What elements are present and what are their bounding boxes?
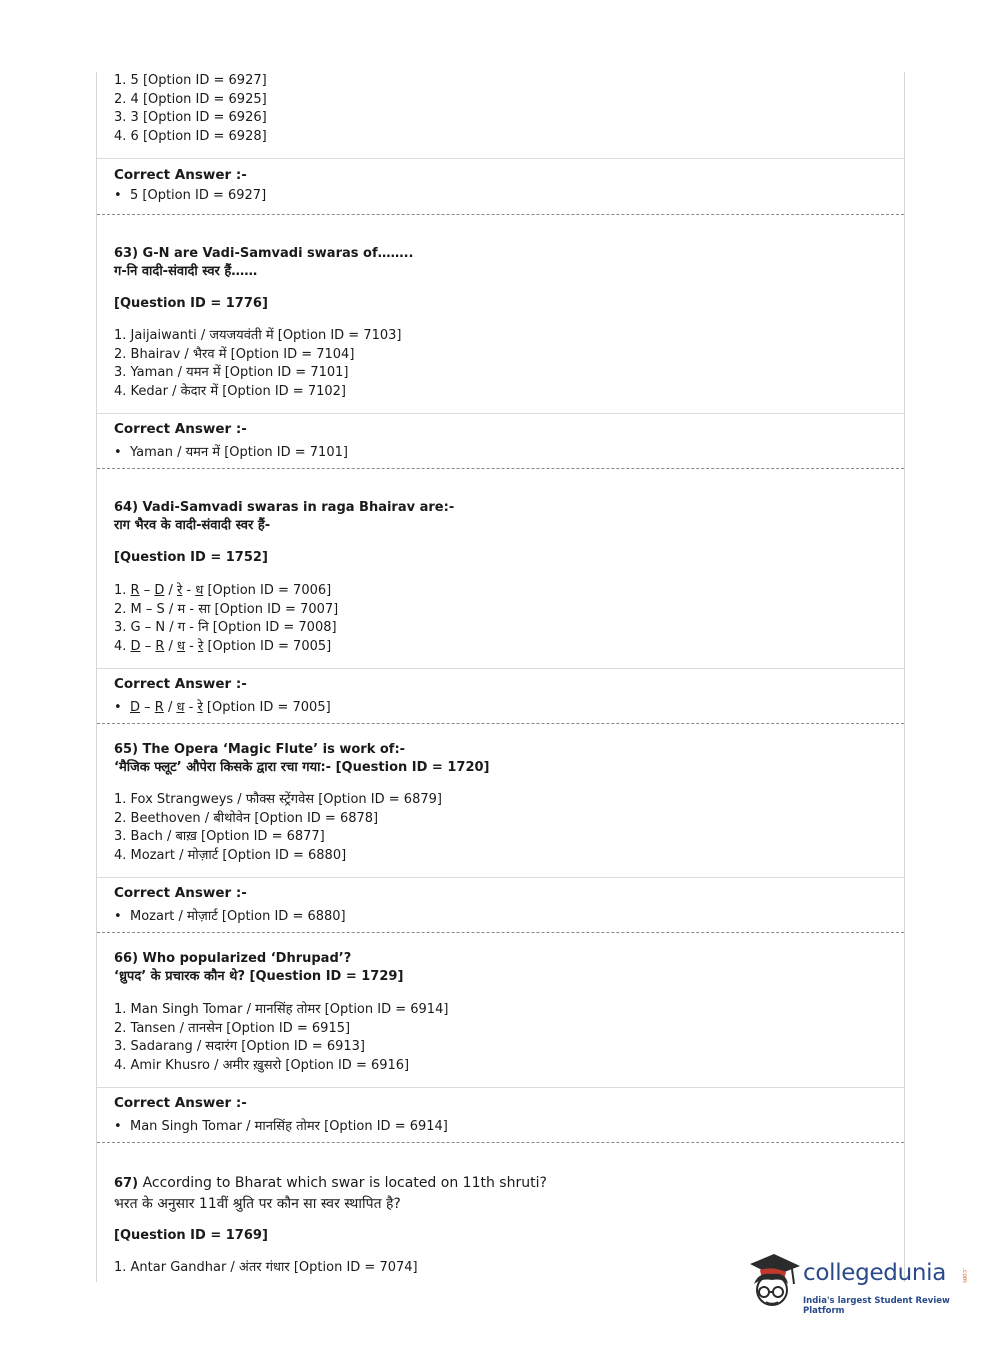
option: 1. Antar Gandhar / अंतर गंधार [Option ID = 7074]: [114, 1260, 418, 1275]
correct-answer-label: Correct Answer :-: [114, 676, 247, 692]
option: 1. R – D / रे - ध [Option ID = 7006]: [114, 583, 332, 598]
divider: [97, 413, 904, 414]
option: 1. Jaijaiwanti / जयजयवंती में [Option ID = 7103]: [114, 328, 402, 343]
option: 2. Beethoven / बीथोवेन [Option ID = 6878]: [114, 810, 379, 826]
question-title-hindi: ‘ध्रुपद’ के प्रचारक कौन थे? [Question ID = 1729]: [114, 969, 404, 984]
option: 4. Amir Khusro / अमीर ख़ुसरो [Option ID = 6916]: [114, 1057, 410, 1073]
option: 4. Kedar / केदार में [Option ID = 7102]: [114, 383, 346, 399]
question-separator: [97, 468, 904, 469]
question-separator: [97, 1142, 904, 1143]
option: 1. Fox Strangweys / फौक्स स्ट्रेंगवेस [Option ID = 6879]: [114, 792, 442, 807]
q63-options: [114, 327, 884, 401]
question-title: 65) The Opera ‘Magic Flute’ is work of:-: [114, 742, 406, 757]
option: 2. M – S / म - सा [Option ID = 7007]: [114, 601, 339, 617]
option: 3. Yaman / यमन में [Option ID = 7101]: [114, 365, 349, 380]
option: 3. Bach / बाख़ [Option ID = 6877]: [114, 829, 325, 844]
question-id: [Question ID = 1752]: [114, 550, 268, 565]
correct-answer-label: Correct Answer :-: [114, 167, 247, 183]
option: 1. 5 [Option ID = 6927]: [114, 73, 267, 88]
correct-answer: • Yaman / यमन में [Option ID = 7101]: [114, 445, 348, 460]
page-frame: [96, 72, 905, 1282]
question-title: 64) Vadi-Samvadi swaras in raga Bhairav are:-: [114, 500, 455, 515]
option: 2. Tansen / तानसेन [Option ID = 6915]: [114, 1020, 351, 1036]
correct-answer: • Man Singh Tomar / मानसिंह तोमर [Option ID = 6914]: [114, 1119, 448, 1134]
question-separator: [97, 932, 904, 933]
correct-answer-label: Correct Answer :-: [114, 421, 247, 437]
question-title-hindi: भरत के अनुसार 11वीं श्रुति पर कौन सा स्वर स्थापित है?: [114, 1196, 401, 1212]
option: 4. D – R / ध - रे [Option ID = 7005]: [114, 638, 332, 654]
question-title-hindi: राग भैरव के वादी-संवादी स्वर हैं-: [114, 518, 271, 533]
logo-tagline: India's largest Student Review Platform: [803, 1296, 950, 1316]
question-title-hindi: ग-नि वादी-संवादी स्वर हैं……: [114, 264, 258, 279]
question-separator: [97, 214, 904, 215]
option: 3. 3 [Option ID = 6926]: [114, 110, 267, 125]
q64-options: [114, 582, 884, 656]
question-title-hindi: ‘मैजिक फ्लूट’ औपेरा किसके द्वारा रचा गया:- [Question ID = 1720]: [114, 760, 490, 775]
q65-options: [114, 791, 884, 865]
correct-answer: • D – R / ध - रे [Option ID = 7005]: [114, 700, 331, 715]
option: 3. G – N / ग - नि [Option ID = 7008]: [114, 620, 337, 635]
option: 1. Man Singh Tomar / मानसिंह तोमर [Option ID = 6914]: [114, 1002, 449, 1017]
collegedunia-logo: [742, 1250, 972, 1316]
logo-wordmark: collegedunia: [803, 1260, 947, 1286]
correct-answer: • 5 [Option ID = 6927]: [114, 188, 267, 203]
correct-answer-label: Correct Answer :-: [114, 1095, 247, 1111]
option: 2. 4 [Option ID = 6925]: [114, 91, 267, 107]
question-separator: [97, 723, 904, 724]
q66-options: [114, 1001, 884, 1075]
correct-answer: • Mozart / मोज़ार्ट [Option ID = 6880]: [114, 909, 346, 924]
divider: [97, 877, 904, 878]
option: 3. Sadarang / सदारंग [Option ID = 6913]: [114, 1039, 365, 1054]
question-title: 63) G-N are Vadi-Samvadi swaras of……..: [114, 246, 414, 261]
logo-domain: .com: [961, 1268, 968, 1283]
q62-options: [114, 72, 884, 146]
option: 4. 6 [Option ID = 6928]: [114, 128, 267, 144]
question-id: [Question ID = 1769]: [114, 1228, 268, 1243]
option: 4. Mozart / मोज़ार्ट [Option ID = 6880]: [114, 847, 347, 863]
question-title: 66) Who popularized ‘Dhrupad’?: [114, 951, 352, 966]
correct-answer-label: Correct Answer :-: [114, 885, 247, 901]
question-title: 67) According to Bharat which swar is located on 11th shruti?: [114, 1175, 547, 1191]
divider: [97, 158, 904, 159]
divider: [97, 1087, 904, 1088]
mascot-icon: [742, 1250, 804, 1312]
option: 2. Bhairav / भैरव में [Option ID = 7104]: [114, 346, 355, 362]
question-id: [Question ID = 1776]: [114, 296, 268, 311]
divider: [97, 668, 904, 669]
